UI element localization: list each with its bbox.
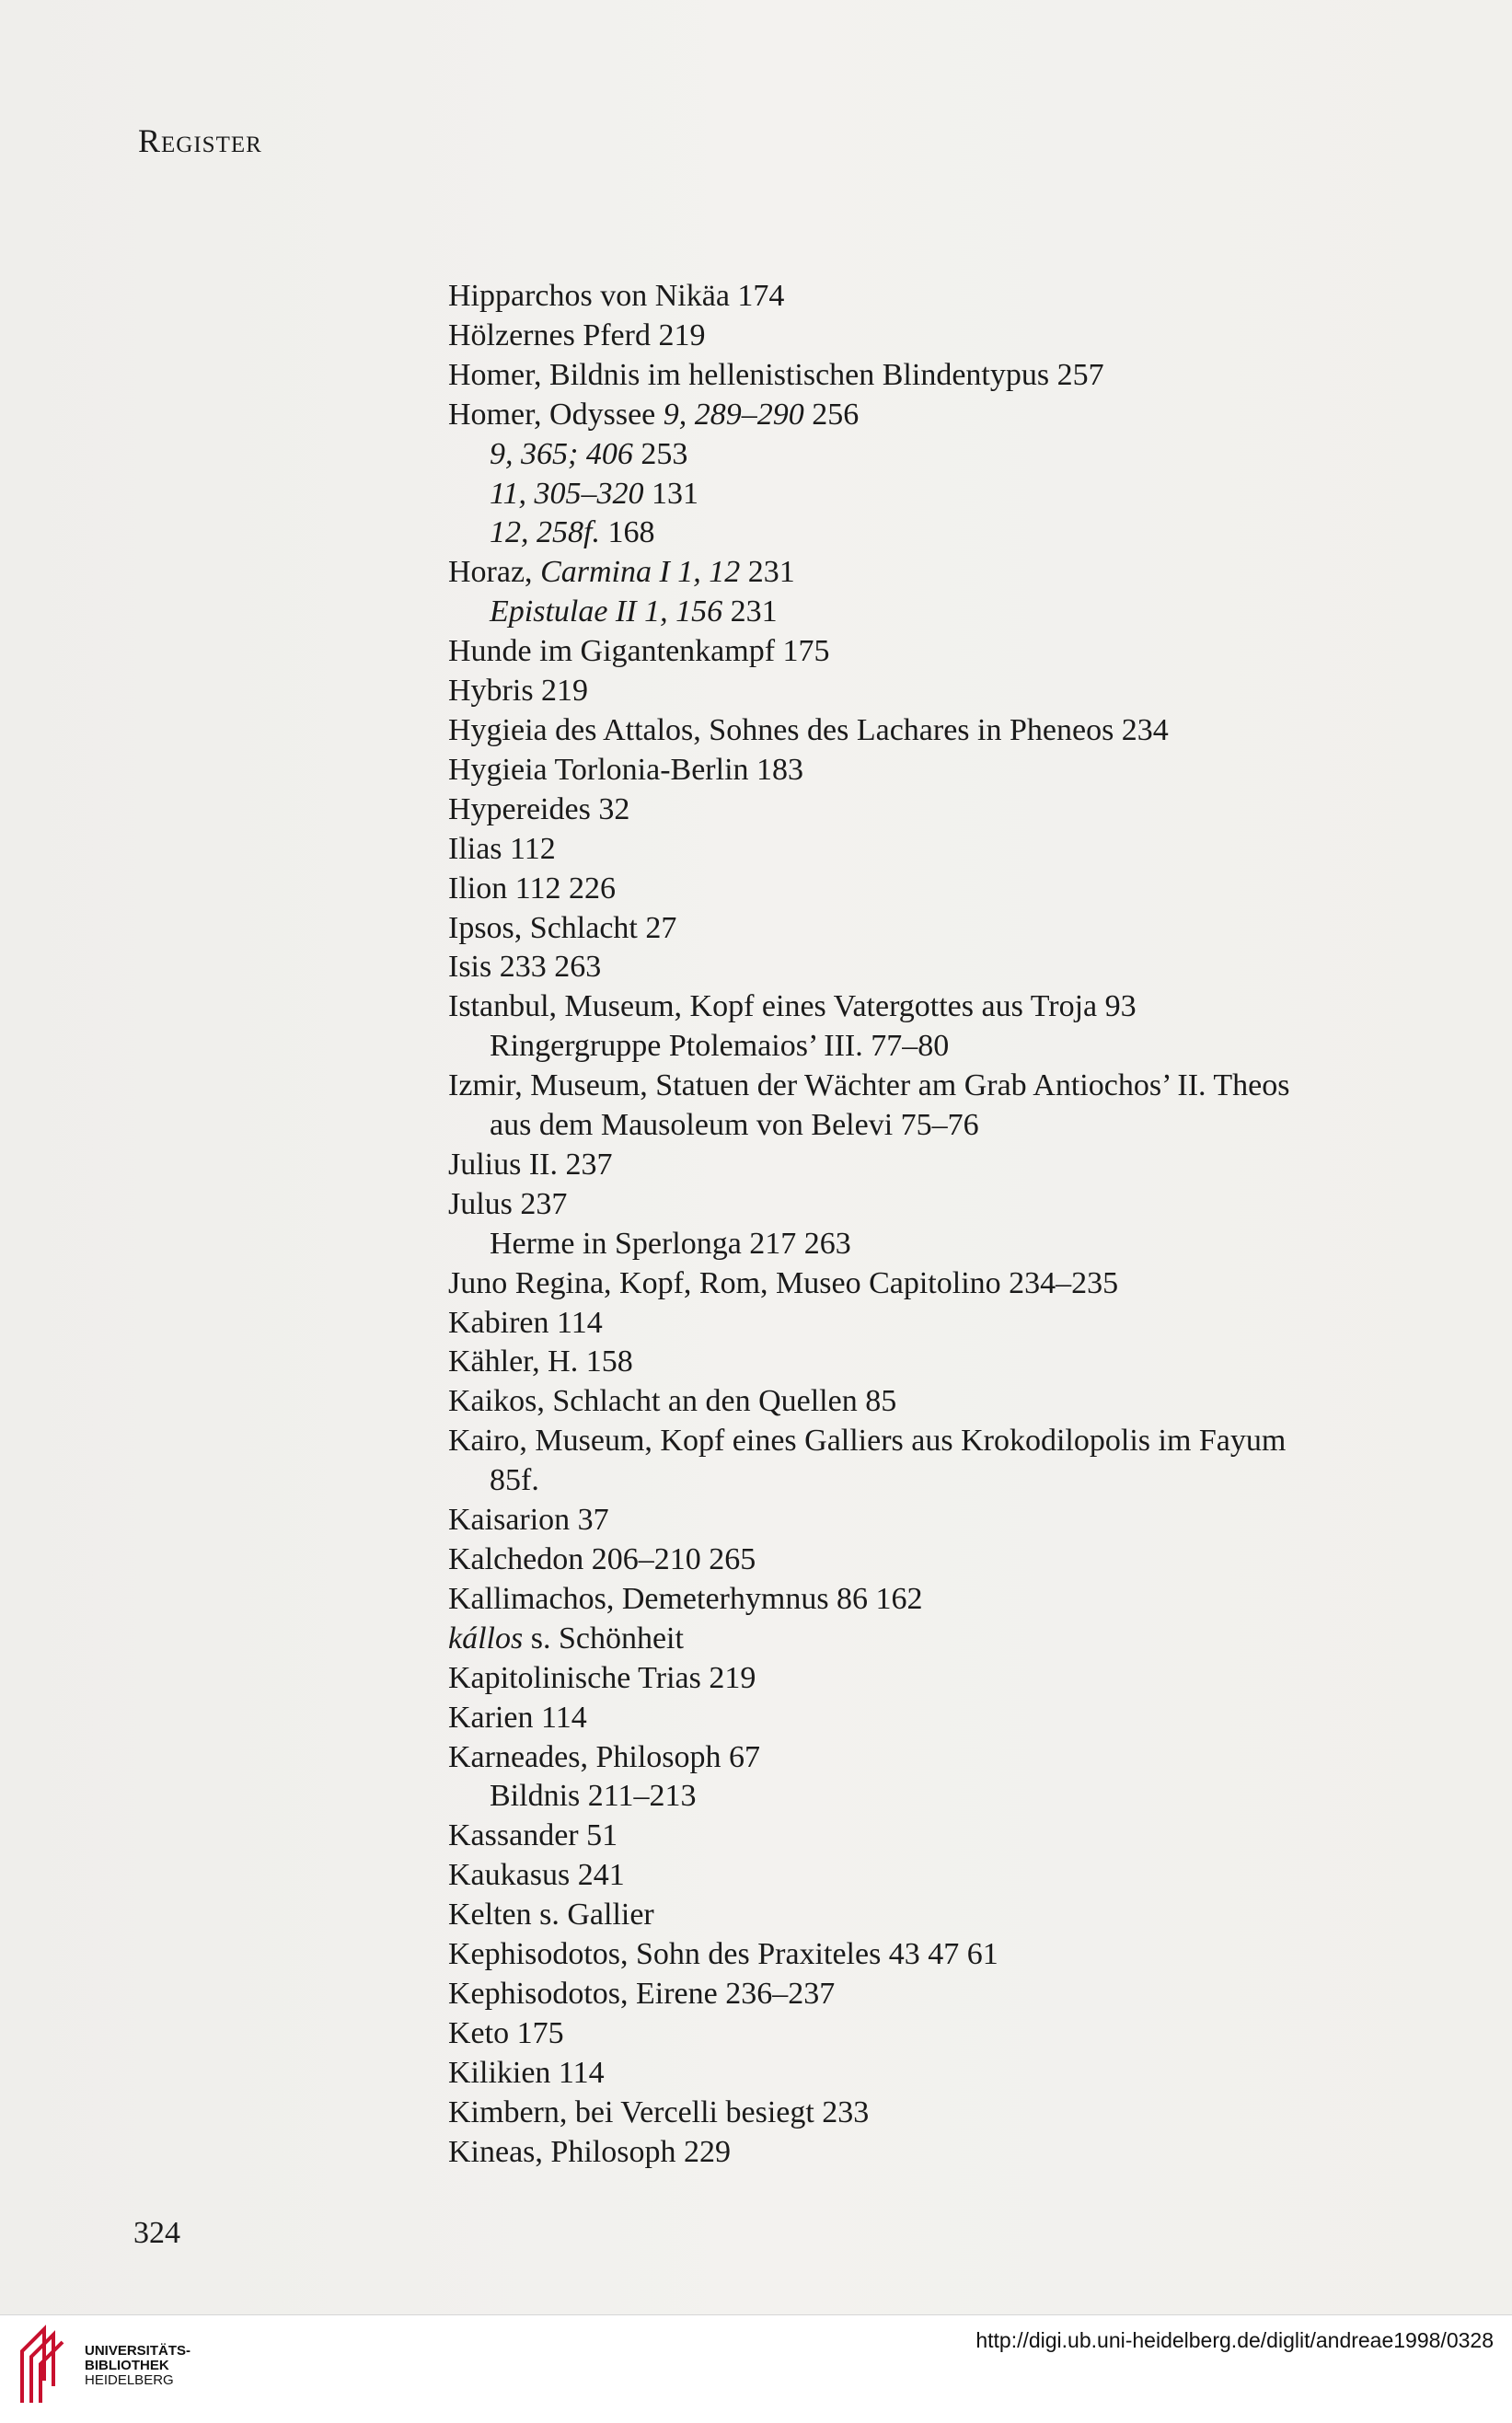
index-entry bbox=[448, 1304, 1460, 1344]
entry-italic-text: Carmina I 1, 12 bbox=[540, 555, 741, 590]
index-entry bbox=[448, 1856, 1460, 1896]
entry-text: Kimbern, bei Vercelli besiegt 233 bbox=[448, 2094, 870, 2129]
index-entry bbox=[448, 1935, 1460, 1975]
entry-text: aus dem Mausoleum von Belevi 75–76 bbox=[490, 1108, 979, 1143]
entry-text: Ringergruppe Ptolemaios’ III. 77–80 bbox=[490, 1029, 950, 1064]
entry-text: Hunde im Gigantenkampf 175 bbox=[448, 634, 830, 669]
page-number: 324 bbox=[133, 2216, 180, 2250]
index-entry bbox=[448, 1343, 1460, 1382]
index-entry bbox=[448, 632, 1460, 672]
index-entry bbox=[448, 751, 1460, 790]
entry-text: Hygieia Torlonia-Berlin 183 bbox=[448, 752, 804, 787]
index-entry bbox=[448, 1896, 1460, 1935]
library-name bbox=[85, 2344, 190, 2388]
index-subentry bbox=[448, 475, 1460, 514]
index-entry bbox=[448, 1185, 1460, 1225]
entry-text: 256 bbox=[803, 397, 860, 432]
index-entry bbox=[448, 396, 1460, 435]
entry-text: Kineas, Philosoph 229 bbox=[448, 2134, 731, 2169]
entry-text: 231 bbox=[740, 555, 795, 590]
index-entry bbox=[448, 1540, 1460, 1580]
index-entry bbox=[448, 1264, 1460, 1304]
index-entry bbox=[448, 553, 1460, 593]
index-entry bbox=[448, 948, 1460, 987]
entry-text: Ilias 112 bbox=[448, 831, 556, 866]
index-subentry bbox=[448, 435, 1460, 475]
index-entry bbox=[448, 1067, 1460, 1106]
index-entry-continuation bbox=[448, 1461, 1460, 1501]
index-entry bbox=[448, 317, 1460, 356]
index-entry bbox=[448, 2094, 1460, 2133]
index-entry bbox=[448, 987, 1460, 1027]
entry-text: 85f. bbox=[490, 1463, 539, 1498]
entry-text: Kaikos, Schlacht an den Quellen 85 bbox=[448, 1384, 897, 1419]
entry-text: Isis 233 263 bbox=[448, 950, 602, 985]
index-entry-continuation bbox=[448, 1106, 1460, 1146]
entry-italic-text: 11, 305–320 bbox=[490, 476, 644, 511]
entry-text: Kassander 51 bbox=[448, 1818, 618, 1853]
source-url[interactable]: http://digi.ub.uni-heidelberg.de/diglit/andreae1998/0328 bbox=[975, 2328, 1494, 2352]
entry-text: Ilion 112 226 bbox=[448, 871, 616, 906]
entry-italic-text: 12, 258f. bbox=[490, 515, 600, 550]
entry-text: Bildnis 211–213 bbox=[490, 1779, 697, 1814]
entry-text: Hypereides 32 bbox=[448, 791, 630, 826]
index-entry bbox=[448, 672, 1460, 711]
entry-text: Kabiren 114 bbox=[448, 1305, 603, 1340]
entry-text: 231 bbox=[722, 594, 778, 629]
index-entry bbox=[448, 1817, 1460, 1856]
entry-text: Kilikien 114 bbox=[448, 2055, 605, 2090]
entry-text: Kalchedon 206–210 265 bbox=[448, 1542, 756, 1576]
entry-text: Kephisodotos, Sohn des Praxiteles 43 47 61 bbox=[448, 1937, 998, 1972]
index-entry bbox=[448, 356, 1460, 396]
entry-text: Kairo, Museum, Kopf eines Galliers aus Krokodilopolis im Fayum bbox=[448, 1424, 1287, 1459]
entry-text: Julius II. 237 bbox=[448, 1147, 613, 1182]
entry-text: Julus 237 bbox=[448, 1186, 568, 1221]
entry-italic-text: kállos bbox=[448, 1621, 524, 1656]
library-name-line-1: UNIVERSITÄTS- bbox=[85, 2343, 191, 2359]
entry-text: 131 bbox=[643, 476, 698, 511]
index-entry bbox=[448, 1738, 1460, 1778]
index-entry bbox=[448, 277, 1460, 317]
index-entry bbox=[448, 1659, 1460, 1699]
library-name-line-2: BIBLIOTHEK bbox=[85, 2358, 169, 2373]
index-subentry bbox=[448, 593, 1460, 632]
entry-text: Kelten s. Gallier bbox=[448, 1898, 654, 1933]
entry-text: s. Schönheit bbox=[523, 1621, 684, 1656]
entry-text: Hölzernes Pferd 219 bbox=[448, 317, 706, 352]
entry-text: Kaisarion 37 bbox=[448, 1503, 609, 1538]
entry-text: Horaz, bbox=[448, 555, 541, 590]
index-entry bbox=[448, 711, 1460, 751]
entry-text: Hybris 219 bbox=[448, 674, 589, 709]
entry-italic-text: Epistulae II 1, 156 bbox=[490, 594, 723, 629]
index-entry bbox=[448, 1146, 1460, 1185]
entry-italic-text: 9, 365; 406 bbox=[490, 436, 633, 471]
index-subentry bbox=[448, 1225, 1460, 1264]
index-entry bbox=[448, 830, 1460, 870]
entry-text: Kephisodotos, Eirene 236–237 bbox=[448, 1976, 836, 2011]
index-entry bbox=[448, 1382, 1460, 1422]
index-entry bbox=[448, 1422, 1460, 1461]
index-entry bbox=[448, 1580, 1460, 1620]
entry-text: Karneades, Philosoph 67 bbox=[448, 1739, 761, 1774]
index-entry bbox=[448, 870, 1460, 909]
entry-text: Hygieia des Attalos, Sohnes des Lachares in Pheneos 234 bbox=[448, 712, 1169, 747]
entry-text: Kallimachos, Demeterhymnus 86 162 bbox=[448, 1581, 923, 1616]
index-entry bbox=[448, 1975, 1460, 2014]
entry-text: Herme in Sperlonga 217 263 bbox=[490, 1226, 851, 1261]
index-entry bbox=[448, 790, 1460, 830]
index-entry bbox=[448, 2054, 1460, 2094]
library-name-line-3: HEIDELBERG bbox=[85, 2372, 174, 2388]
index-entry bbox=[448, 2133, 1460, 2173]
entry-text: Ipsos, Schlacht 27 bbox=[448, 910, 677, 945]
entry-text: Keto 175 bbox=[448, 2015, 564, 2050]
entry-text: 253 bbox=[632, 436, 688, 471]
index-subentry bbox=[448, 513, 1460, 553]
index-entry bbox=[448, 1699, 1460, 1738]
index-subentry bbox=[448, 1777, 1460, 1817]
index-subentry bbox=[448, 1027, 1460, 1067]
entry-italic-text: 9, 289–290 bbox=[663, 397, 804, 432]
index-entries bbox=[448, 277, 1460, 2173]
entry-text: Kähler, H. 158 bbox=[448, 1344, 633, 1379]
index-entry bbox=[448, 909, 1460, 949]
entry-text: Kaukasus 241 bbox=[448, 1858, 625, 1893]
entry-text: Homer, Bildnis im hellenistischen Blindentypus 257 bbox=[448, 357, 1104, 392]
index-entry bbox=[448, 1501, 1460, 1540]
running-head: Register bbox=[138, 122, 262, 159]
entry-text: Izmir, Museum, Statuen der Wächter am Grab Antiochos’ II. Theos bbox=[448, 1068, 1290, 1103]
entry-text: Juno Regina, Kopf, Rom, Museo Capitolino 234–235 bbox=[448, 1265, 1119, 1300]
entry-text: Karien 114 bbox=[448, 1700, 587, 1735]
index-entry bbox=[448, 1620, 1460, 1659]
entry-text: Homer, Odyssee bbox=[448, 397, 664, 432]
entry-text: 168 bbox=[599, 515, 655, 550]
entry-text: Istanbul, Museum, Kopf eines Vatergottes aus Troja 93 bbox=[448, 989, 1137, 1024]
library-logo-icon bbox=[17, 2324, 77, 2406]
entry-text: Hipparchos von Nikäa 174 bbox=[448, 279, 785, 313]
index-entry bbox=[448, 2014, 1460, 2054]
entry-text: Kapitolinische Trias 219 bbox=[448, 1660, 756, 1695]
